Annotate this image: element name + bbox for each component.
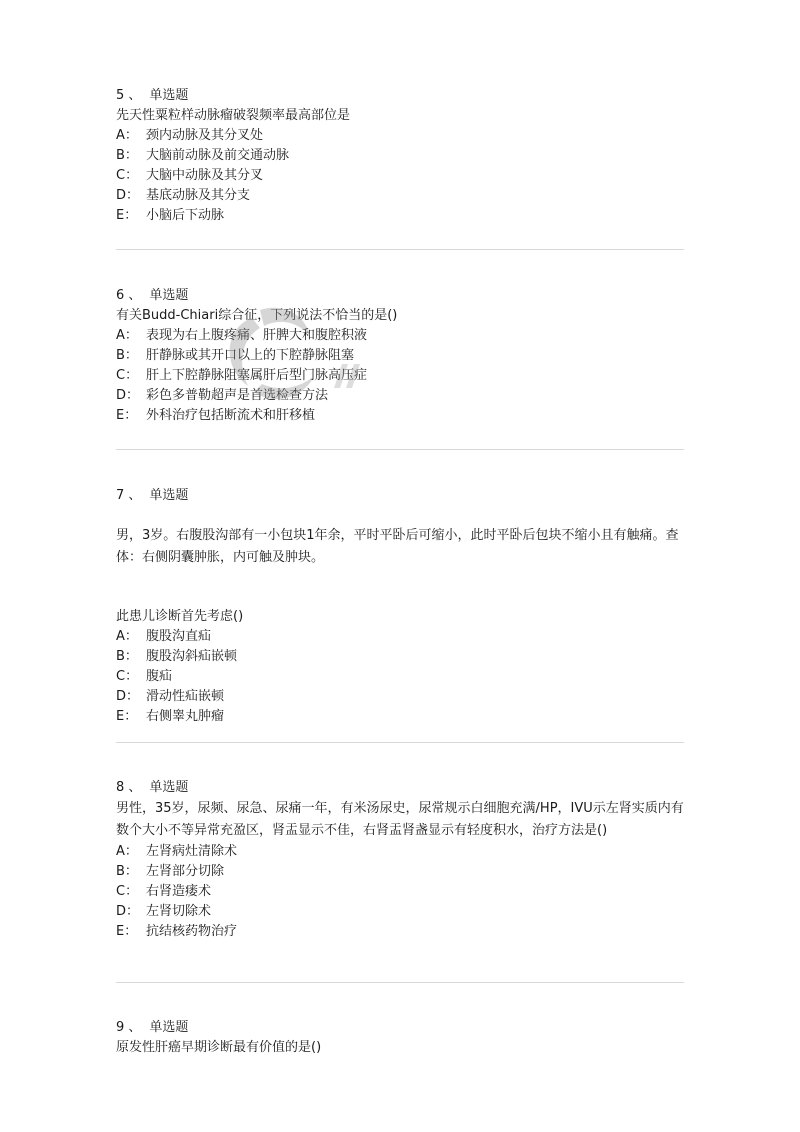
option-text: 左肾病灶清除术	[146, 844, 238, 859]
question-number: 8 、	[116, 780, 142, 795]
option-letter: C：	[116, 168, 139, 183]
option-letter: E：	[116, 709, 138, 724]
option-b	[116, 647, 686, 667]
question-type: 单选题	[149, 488, 189, 503]
case-description: 男，3岁。右腹股沟部有一小包块1年余，平时平卧后可缩小，此时平卧后包块不缩小且有触痛。查体：右侧阴囊肿胀，内可触及肿块。	[116, 528, 679, 565]
option-d	[116, 186, 686, 206]
option-letter: C：	[116, 884, 139, 899]
option-text: 大脑前动脉及前交通动脉	[146, 148, 290, 163]
question-header	[116, 286, 686, 306]
option-letter: D：	[116, 689, 140, 704]
option-text: 滑动性疝嵌顿	[146, 689, 225, 704]
option-text: 表现为右上腹疼痛、肝脾大和腹腔积液	[146, 328, 368, 343]
question-header	[116, 1018, 686, 1038]
option-text: 颈内动脉及其分叉处	[146, 128, 264, 143]
option-c	[116, 166, 686, 186]
option-letter: A：	[116, 128, 138, 143]
question-number: 5 、	[116, 88, 142, 103]
question-type: 单选题	[149, 88, 189, 103]
option-text: 抗结核药物治疗	[146, 924, 238, 939]
question-7	[116, 486, 686, 727]
option-a	[116, 326, 686, 346]
option-text: 左肾部分切除	[146, 864, 225, 879]
option-text: 右侧睾丸肿瘤	[146, 709, 225, 724]
question-5	[116, 86, 686, 226]
option-e	[116, 206, 686, 226]
option-letter: C：	[116, 368, 139, 383]
option-letter: E：	[116, 208, 138, 223]
option-c	[116, 882, 686, 902]
option-text: 彩色多普勒超声是首选检查方法	[146, 388, 329, 403]
option-c	[116, 366, 686, 386]
option-b	[116, 862, 686, 882]
question-stem: 先天性粟粒样动脉瘤破裂频率最高部位是	[116, 108, 351, 123]
option-d	[116, 687, 686, 707]
option-e	[116, 922, 686, 942]
option-letter: A：	[116, 844, 138, 859]
option-d	[116, 902, 686, 922]
option-text: 大脑中动脉及其分叉	[146, 168, 264, 183]
option-text: 右肾造瘘术	[146, 884, 212, 899]
option-d	[116, 386, 686, 406]
option-letter: E：	[116, 924, 138, 939]
option-letter: E：	[116, 408, 138, 423]
option-letter: D：	[116, 388, 140, 403]
question-type: 单选题	[149, 288, 189, 303]
option-text: 左肾切除术	[146, 904, 212, 919]
option-c	[116, 667, 686, 687]
option-text: 腹股沟直疝	[146, 629, 212, 644]
option-letter: B：	[116, 864, 138, 879]
divider	[116, 982, 684, 983]
option-letter: A：	[116, 328, 138, 343]
divider	[116, 742, 684, 743]
option-letter: D：	[116, 188, 140, 203]
question-8	[116, 778, 686, 942]
option-b	[116, 146, 686, 166]
option-letter: D：	[116, 904, 140, 919]
question-stem: 此患儿诊断首先考虑()	[116, 609, 244, 624]
divider	[116, 449, 684, 450]
option-letter: C：	[116, 669, 139, 684]
option-e	[116, 406, 686, 426]
question-header	[116, 86, 686, 106]
option-text: 外科治疗包括断流术和肝移植	[146, 408, 316, 423]
question-stem: 有关Budd-Chiari综合征，下列说法不恰当的是()	[116, 308, 398, 323]
option-text: 腹疝	[146, 669, 173, 684]
option-text: 小脑后下动脉	[146, 208, 225, 223]
option-text: 肝静脉或其开口以上的下腔静脉阻塞	[146, 348, 355, 363]
question-header	[116, 778, 686, 798]
option-letter: A：	[116, 629, 138, 644]
option-letter: B：	[116, 348, 138, 363]
question-9	[116, 1018, 686, 1058]
question-type: 单选题	[149, 1020, 189, 1035]
question-stem: 原发性肝癌早期诊断最有价值的是()	[116, 1040, 322, 1055]
question-6	[116, 286, 686, 426]
option-a	[116, 126, 686, 146]
case-description: 男性，35岁，尿频、尿急、尿痛一年，有米汤尿史，尿常规示白细胞充满/HP，IVU示左肾实质内有数个大小不等异常充盈区，肾盂显示不佳，右肾盂肾盏显示有轻度积水，治疗方法是()	[116, 801, 684, 838]
option-a	[116, 842, 686, 862]
option-b	[116, 346, 686, 366]
question-header	[116, 486, 686, 506]
question-type: 单选题	[149, 780, 189, 795]
option-letter: B：	[116, 148, 138, 163]
option-text: 腹股沟斜疝嵌顿	[146, 649, 238, 664]
question-number: 7 、	[116, 488, 142, 503]
option-e	[116, 707, 686, 727]
option-text: 肝上下腔静脉阻塞属肝后型门脉高压症	[146, 368, 368, 383]
divider	[116, 249, 684, 250]
question-number: 9 、	[116, 1020, 142, 1035]
question-number: 6 、	[116, 288, 142, 303]
option-letter: B：	[116, 649, 138, 664]
option-text: 基底动脉及其分支	[146, 188, 251, 203]
option-a	[116, 627, 686, 647]
